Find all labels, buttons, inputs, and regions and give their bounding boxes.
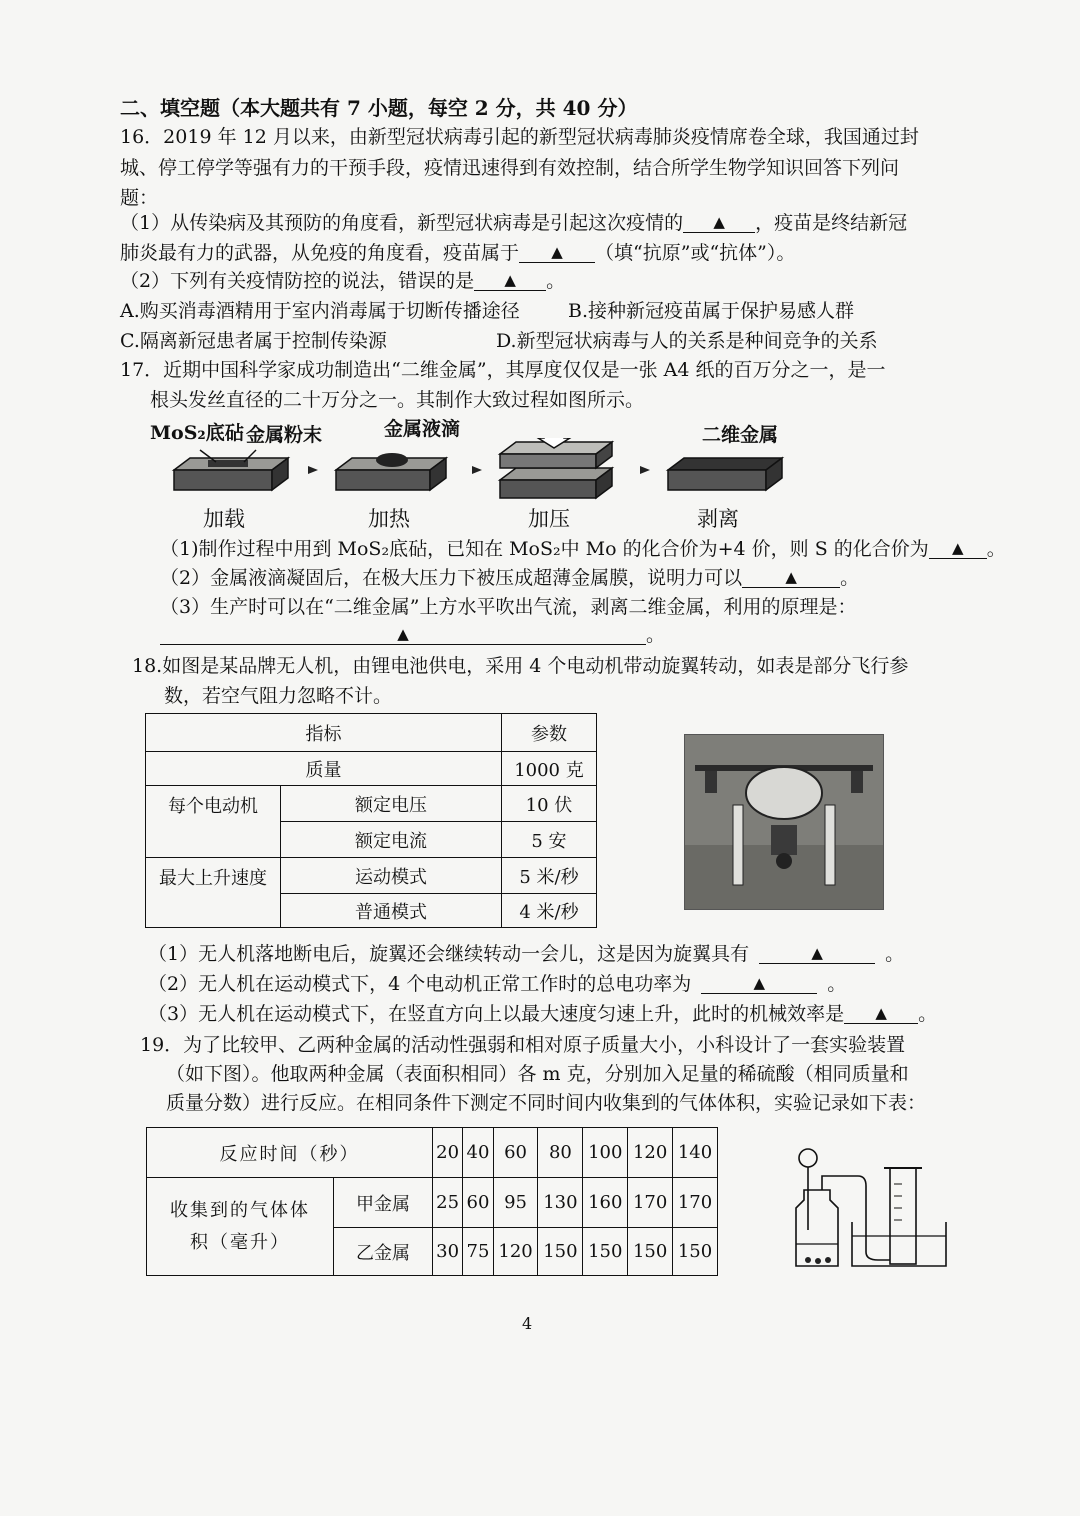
q16-part-1-line-2: 肺炎最有力的武器，从免疫的角度看，疫苗属于 ▲ （填“抗原”或“抗体”）。 [120, 242, 796, 264]
answer-blank[interactable]: ▲ [844, 1001, 918, 1024]
table-cell: 额定电压 [281, 786, 502, 822]
q17-part-1: （1)制作过程中用到 MoS₂底砧，已知在 MoS₂中 Mo 的化合价为+4 价，则 S 的化合价为 ▲ 。 [160, 538, 1006, 560]
step-caption: 剥离 [697, 507, 739, 531]
experiment-apparatus [786, 1140, 962, 1272]
table-cell: 质量 [146, 752, 502, 786]
q18-line-1: 18.如图是某品牌无人机，由锂电池供电，采用 4 个电动机带动旋翼转动，如表是部分飞行参 [132, 655, 909, 677]
table-cell: 4 米/秒 [501, 894, 596, 928]
q16-line-1: 16．2019 年 12 月以来，由新型冠状病毒引起的新型冠状病毒肺炎疫情席卷全球，我国通过封 [120, 126, 919, 148]
q19-line-3: 质量分数）进行反应。在相同条件下测定不同时间内收集到的气体体积，实验记录如下表： [166, 1092, 927, 1114]
process-diagram [160, 438, 800, 500]
label-mos2-anvil: MoS₂底砧 [150, 422, 244, 444]
time-cell: 100 [583, 1128, 628, 1178]
q16-line-2: 城、停工停学等强有力的干预手段，疫情迅速得到有效控制，结合所学生物学知识回答下列问 [120, 157, 900, 179]
q16-option-a: A.购买消毒酒精用于室内消毒属于切断传播途径 [120, 300, 520, 322]
label-2d-metal: 二维金属 [702, 424, 779, 446]
q16-option-d: D.新型冠状病毒与人的关系是种间竞争的关系 [496, 330, 878, 352]
q18-part-1: （1）无人机落地断电后，旋翼还会继续转动一会儿，这是因为旋翼具有 ▲ 。 [148, 943, 905, 965]
volume-cell: 150 [583, 1228, 628, 1276]
q19-line-2: （如下图）。他取两种金属（表面积相同）各 m 克，分别加入足量的稀硫酸（相同质量和 [166, 1063, 909, 1085]
q16-line-3: 题： [120, 187, 159, 209]
heating-plate [336, 453, 446, 490]
q18-part-2: （2）无人机在运动模式下，4 个电动机正常工作时的总电功率为 ▲ 。 [148, 973, 847, 995]
q16-option-c: C.隔离新冠患者属于控制传染源 [120, 330, 387, 352]
q19-line-1: 19．为了比较甲、乙两种金属的活动性强弱和相对原子质量大小，小科设计了一套实验装置 [140, 1034, 906, 1056]
time-cell: 60 [493, 1128, 538, 1178]
arrow-right-icon [472, 466, 482, 474]
q17-part-3: （3）生产时可以在“二维金属”上方水平吹出气流，剥离二维金属，利用的原理是： [160, 596, 857, 618]
table-header: 反应时间（秒） [147, 1128, 433, 1178]
volume-cell: 95 [493, 1178, 538, 1228]
arrow-right-icon [640, 466, 650, 474]
volume-label-cell: 收集到的气体体 积（毫升） [147, 1178, 334, 1276]
volume-cell: 60 [463, 1178, 493, 1228]
answer-blank[interactable]: ▲ [701, 971, 817, 994]
drone-parameter-table [145, 713, 597, 928]
q18-part-3: （3）无人机在运动模式下，在竖直方向上以最大速度匀速上升，此时的机械效率是 ▲ 。 [148, 1003, 938, 1025]
table-header: 指标 [146, 714, 502, 752]
gas-volume-table [146, 1127, 718, 1276]
table-cell: 5 米/秒 [501, 858, 596, 894]
volume-cell: 25 [432, 1178, 462, 1228]
metal-name-cell: 乙金属 [334, 1228, 433, 1276]
label-metal-droplet: 金属液滴 [384, 418, 461, 440]
pressing-plates [500, 438, 612, 498]
step-caption: 加热 [368, 507, 410, 531]
volume-cell: 160 [583, 1178, 628, 1228]
q16-option-b: B.接种新冠疫苗属于保护易感人群 [568, 300, 855, 322]
answer-blank[interactable]: ▲ [929, 536, 987, 559]
page-number: 4 [522, 1314, 533, 1333]
label-metal-powder: 金属粉末 [246, 424, 323, 446]
q17-part-3-answer: ▲ 。 [160, 622, 665, 648]
q18-line-2: 数，若空气阻力忽略不计。 [164, 685, 393, 707]
volume-cell: 75 [463, 1228, 493, 1276]
volume-cell: 130 [538, 1178, 583, 1228]
volume-cell: 170 [673, 1178, 718, 1228]
table-cell: 10 伏 [501, 786, 596, 822]
volume-cell: 120 [493, 1228, 538, 1276]
volume-cell: 170 [628, 1178, 673, 1228]
volume-cell: 150 [538, 1228, 583, 1276]
volume-cell: 150 [673, 1228, 718, 1276]
section-title: 二、填空题（本大题共有 7 小题，每空 2 分，共 40 分） [120, 96, 638, 120]
arrow-right-icon [308, 466, 318, 474]
volume-cell: 30 [432, 1228, 462, 1276]
drone-photo [684, 734, 884, 910]
loading-plate [174, 450, 288, 490]
time-cell: 120 [628, 1128, 673, 1178]
time-cell: 80 [538, 1128, 583, 1178]
step-caption: 加载 [203, 507, 245, 531]
table-cell: 最大上升速度 [146, 858, 281, 928]
table-cell: 普通模式 [281, 894, 502, 928]
metal-name-cell: 甲金属 [334, 1178, 433, 1228]
q17-part-2: （2）金属液滴凝固后，在极大压力下被压成超薄金属膜，说明力可以 ▲ 。 [160, 567, 860, 589]
step-caption: 加压 [528, 507, 570, 531]
answer-blank[interactable]: ▲ [683, 210, 755, 233]
peeling-plate [668, 458, 782, 490]
table-header: 参数 [501, 714, 596, 752]
answer-blank[interactable]: ▲ [474, 268, 546, 291]
table-cell: 额定电流 [281, 822, 502, 858]
q17-line-1: 17．近期中国科学家成功制造出“二维金属”，其厚度仅仅是一张 A4 纸的百万分之一，是一 [120, 359, 886, 381]
volume-cell: 150 [628, 1228, 673, 1276]
table-cell: 1000 克 [501, 752, 596, 786]
drone-icon [685, 735, 883, 909]
answer-blank[interactable]: ▲ [742, 565, 840, 588]
time-cell: 140 [673, 1128, 718, 1178]
q17-line-2: 根头发丝直径的二十万分之一。其制作大致过程如图所示。 [150, 389, 645, 411]
table-cell: 每个电动机 [146, 786, 281, 858]
time-cell: 20 [432, 1128, 462, 1178]
answer-blank[interactable]: ▲ [160, 622, 646, 645]
table-cell: 运动模式 [281, 858, 502, 894]
q16-part-1-line-1: （1）从传染病及其预防的角度看，新型冠状病毒是引起这次疫情的 ▲ ，疫苗是终结新冠 [120, 212, 908, 234]
table-cell: 5 安 [501, 822, 596, 858]
time-cell: 40 [463, 1128, 493, 1178]
answer-blank[interactable]: ▲ [519, 240, 595, 263]
answer-blank[interactable]: ▲ [759, 941, 875, 964]
q16-part-2: （2）下列有关疫情防控的说法，错误的是 ▲ 。 [120, 270, 566, 292]
